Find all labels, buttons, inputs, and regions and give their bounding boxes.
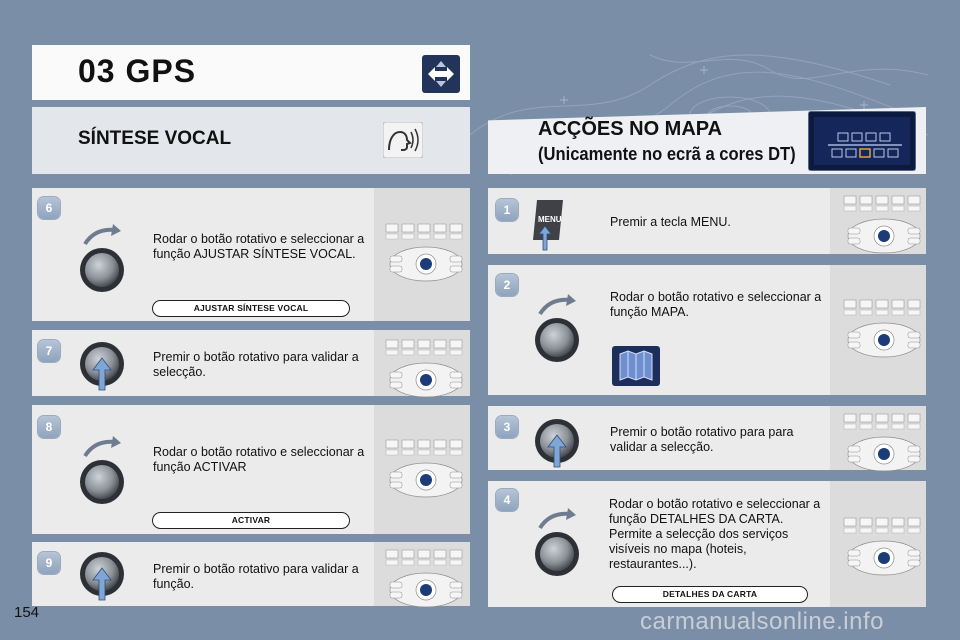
rotary-knob-rotate-icon bbox=[532, 508, 582, 578]
step-number: 1 bbox=[496, 199, 518, 221]
function-label: AJUSTAR SÍNTESE VOCAL bbox=[152, 300, 350, 317]
radio-console-illustration bbox=[838, 296, 924, 360]
voice-synthesis-title: SÍNTESE VOCAL bbox=[78, 128, 232, 149]
function-label: ACTIVAR bbox=[152, 512, 350, 529]
step-text: Premir o botão rotativo para validar a função. bbox=[153, 562, 359, 591]
menu-key-icon bbox=[533, 196, 567, 254]
step-number: 6 bbox=[38, 197, 60, 219]
watermark: carmanualsonline.info bbox=[640, 608, 884, 635]
rotary-knob-press-icon bbox=[77, 338, 127, 408]
step-text: Premir o botão rotativo para validar a selecção. bbox=[153, 350, 359, 379]
step-text: Premir a tecla MENU. bbox=[610, 215, 731, 229]
radio-console-illustration bbox=[838, 514, 924, 578]
step-number: 2 bbox=[496, 274, 518, 296]
radio-console-illustration bbox=[838, 410, 924, 474]
step-text: Rodar o botão rotativo e seleccionar a função ACTIVAR bbox=[153, 445, 365, 474]
map-actions-subtitle: (Unicamente no ecrã a cores DT) bbox=[538, 144, 796, 164]
step-number: 7 bbox=[38, 340, 60, 362]
step-number: 9 bbox=[38, 552, 60, 574]
map-folded-icon bbox=[612, 346, 660, 386]
radio-console-illustration bbox=[380, 220, 466, 284]
radio-console-illustration bbox=[380, 436, 466, 500]
step-text: Premir o botão rotativo para para validar a selecção. bbox=[610, 425, 794, 454]
rotary-knob-press-icon bbox=[532, 415, 582, 485]
page-number: 154 bbox=[14, 604, 40, 621]
step-number: 4 bbox=[496, 489, 518, 511]
rotary-knob-rotate-icon bbox=[77, 224, 127, 294]
voice-speaking-icon bbox=[383, 122, 423, 158]
screen-menu-thumbnail bbox=[808, 111, 916, 171]
step-number: 8 bbox=[38, 416, 60, 438]
rotary-knob-rotate-icon bbox=[77, 436, 127, 506]
function-label: DETALHES DA CARTA bbox=[612, 586, 808, 603]
step-text: Rodar o botão rotativo e seleccionar a função MAPA. bbox=[610, 290, 822, 319]
page-title: 03 GPS bbox=[78, 53, 197, 89]
step-text: Rodar o botão rotativo e seleccionar a função DETALHES DA CARTA. Permite a selecção dos serviços visíveis no mapa (hoteis, restaurantes...). bbox=[609, 497, 821, 571]
radio-console-illustration bbox=[380, 336, 466, 400]
step-number: 3 bbox=[496, 416, 518, 438]
navigation-icon bbox=[422, 55, 460, 93]
menu-key-label: MENU bbox=[538, 215, 562, 224]
step-text: Rodar o botão rotativo e seleccionar a função AJUSTAR SÍNTESE VOCAL. bbox=[153, 232, 365, 261]
map-actions-title: ACÇÕES NO MAPA bbox=[538, 118, 723, 140]
radio-console-illustration bbox=[380, 546, 466, 610]
radio-console-illustration bbox=[838, 192, 924, 256]
rotary-knob-press-icon bbox=[77, 548, 127, 618]
rotary-knob-rotate-icon bbox=[532, 294, 582, 364]
